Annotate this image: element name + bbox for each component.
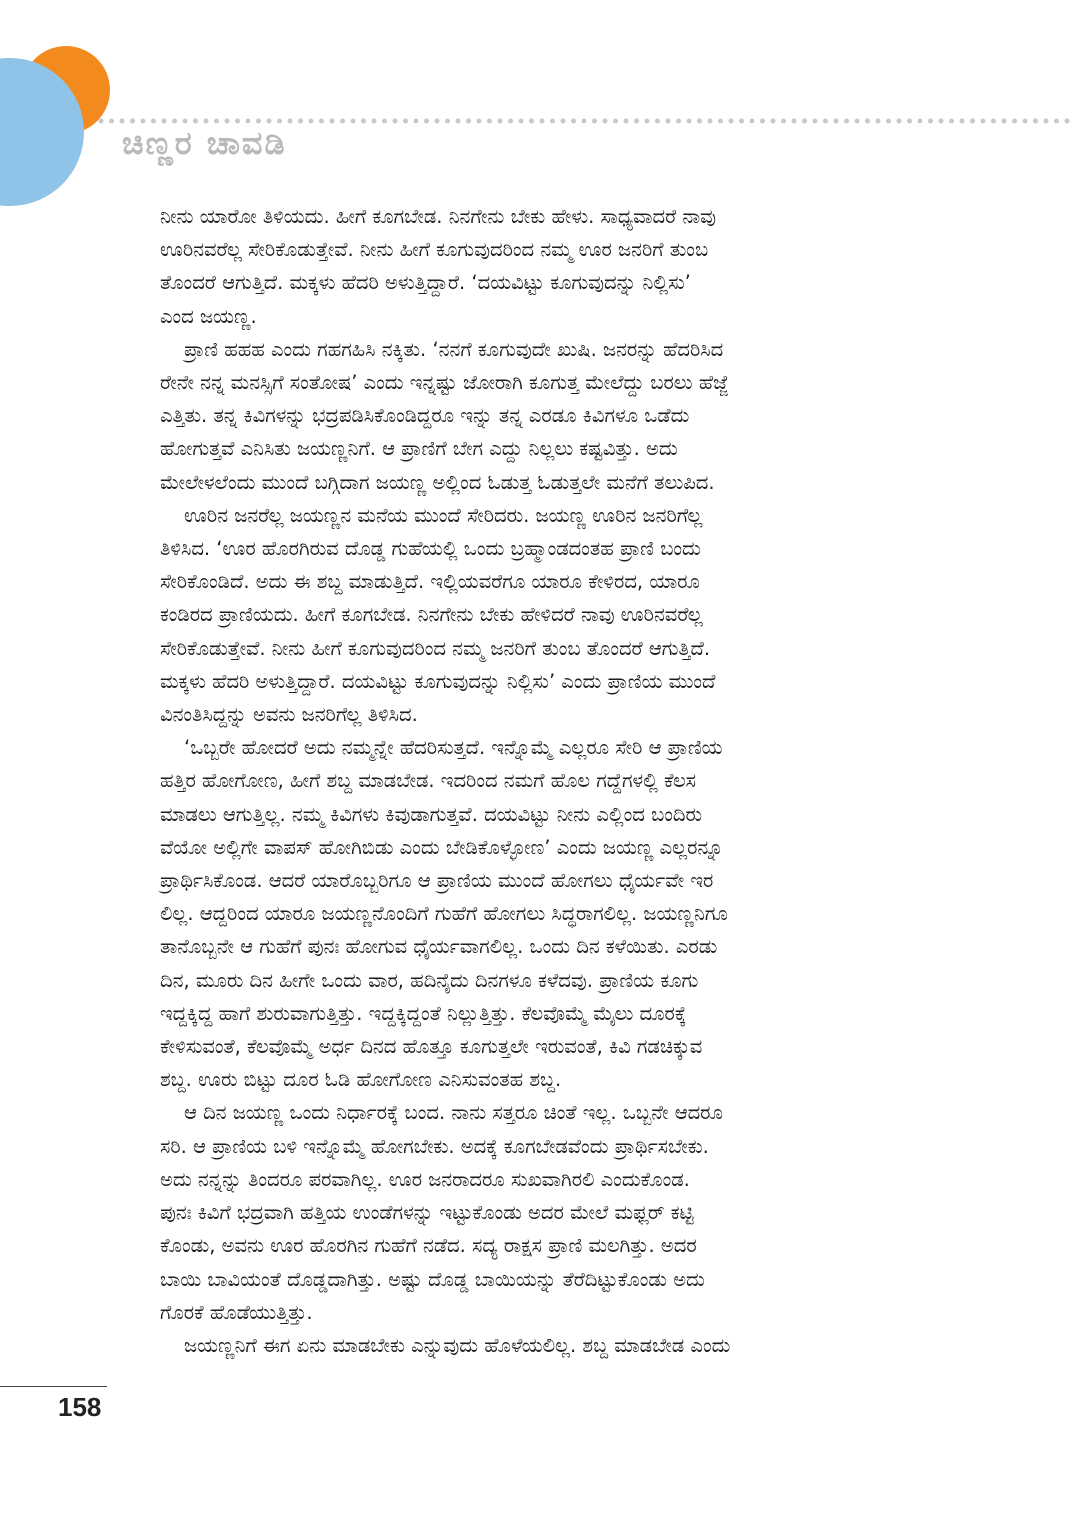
paragraph: ನೀನು ಯಾರೋ ತಿಳಿಯದು. ಹೀಗೆ ಕೂಗಬೇಡ. ನಿನಗೇನು ಬೇಕು ಹೇಳು. ಸಾಧ್ಯವಾದರೆ ನಾವು ಊರಿನವರೆಲ್ಲ ಸೇರಿಕೊಡುತ್ತೇವೆ. ನೀನು ಹೀಗೆ ಕೂಗುವುದರಿಂದ ನಮ್ಮ ಊರ ಜನರಿಗೆ ತುಂಬ ತೊಂದರೆ ಆಗುತ್ತಿದೆ. ಮಕ್ಕಳು ಹೆದರಿ ಅಳುತ್ತಿದ್ದಾರೆ. ‘ದಯವಿಟ್ಟು ಕೂಗುವುದನ್ನು ನಿಲ್ಲಿಸು’ ಎಂದ ಜಯಣ್ಣ. [160,205,716,328]
corner-decoration [0,0,130,220]
page-number: 158 [58,1392,102,1422]
paragraph: ಜಯಣ್ಣನಿಗೆ ಈಗ ಏನು ಮಾಡಬೇಕು ಎನ್ನುವುದು ಹೊಳೆಯಲಿಲ್ಲ. ಶಬ್ದ ಮಾಡಬೇಡ ಎಂದು [184,1333,731,1357]
story-text [160,200,916,1362]
section-title: ಚಿಣ್ಣರ ಚಾವಡಿ [122,124,287,162]
paragraph: ಊರಿನ ಜನರೆಲ್ಲ ಜಯಣ್ಣನ ಮನೆಯ ಮುಂದೆ ಸೇರಿದರು. ಜಯಣ್ಣ ಊರಿನ ಜನರಿಗೆಲ್ಲ ತಿಳಿಸಿದ. ‘ಊರ ಹೊರಗಿರುವ ದೊಡ್ಡ ಗುಹೆಯಲ್ಲಿ ಒಂದು ಬ್ರಹ್ಮಾಂಡದಂತಹ ಪ್ರಾಣಿ ಬಂದು ಸೇರಿಕೊಂಡಿದೆ. ಅದು ಈ ಶಬ್ದ ಮಾಡುತ್ತಿದೆ. ಇಲ್ಲಿಯವರೆಗೂ ಯಾರೂ ಕೇಳಿರದ, ಯಾರೂ ಕಂಡಿರದ ಪ್ರಾಣಿಯದು. ಹೀಗೆ ಕೂಗಬೇಡ. ನಿನಗೇನು ಬೇಕು ಹೇಳಿದರೆ ನಾವು ಊರಿನವರೆಲ್ಲ ಸೇರಿಕೊಡುತ್ತೇವೆ. ನೀನು ಹೀಗೆ ಕೂಗುವುದರಿಂದ ನಮ್ಮ ಜನರಿಗೆ ತುಂಬ ತೊಂದರೆ ಆಗುತ್ತಿದೆ. ಮಕ್ಕಳು ಹೆದರಿ ಅಳುತ್ತಿದ್ದಾರೆ. ದಯವಿಟ್ಟು ಕೂಗುವುದನ್ನು ನಿಲ್ಲಿಸು’ ಎಂದು ಪ್ರಾಣಿಯ ಮುಂದೆ ವಿನಂತಿಸಿದ್ದನ್ನು ಅವನು ಜನರಿಗೆಲ್ಲ ತಿಳಿಸಿದ. [160,503,716,727]
paragraph: ಪ್ರಾಣಿ ಹಹಹ ಎಂದು ಗಹಗಹಿಸಿ ನಕ್ಕಿತು. ‘ನನಗೆ ಕೂಗುವುದೇ ಖುಷಿ. ಜನರನ್ನು ಹೆದರಿಸಿದ ರೇನೇ ನನ್ನ ಮನಸ್ಸಿಗೆ ಸಂತೋಷ’ ಎಂದು ಇನ್ನಷ್ಟು ಜೋರಾಗಿ ಕೂಗುತ್ತ ಮೇಲೆದ್ದು ಬರಲು ಹೆಜ್ಜೆ ಎತ್ತಿತು. ತನ್ನ ಕಿವಿಗಳನ್ನು ಭದ್ರಪಡಿಸಿಕೊಂಡಿದ್ದರೂ ಇನ್ನು ತನ್ನ ಎರಡೂ ಕಿವಿಗಳೂ ಒಡೆದು ಹೋಗುತ್ತವೆ ಎನಿಸಿತು ಜಯಣ್ಣನಿಗೆ. ಆ ಪ್ರಾಣಿಗೆ ಬೇಗ ಎದ್ದು ನಿಲ್ಲಲು ಕಷ್ಟವಿತ್ತು. ಅದು ಮೇಲೇಳಲೆಂದು ಮುಂದೆ ಬಗ್ಗಿದಾಗ ಜಯಣ್ಣ ಅಲ್ಲಿಂದ ಓಡುತ್ತ ಓಡುತ್ತಲೇ ಮನೆಗೆ ತಲುಪಿದ. [160,337,729,494]
paragraph: ‘ಒಬ್ಬರೇ ಹೋದರೆ ಅದು ನಮ್ಮನ್ನೇ ಹೆದರಿಸುತ್ತದೆ. ಇನ್ನೊಮ್ಮೆ ಎಲ್ಲರೂ ಸೇರಿ ಆ ಪ್ರಾಣಿಯ ಹತ್ತಿರ ಹೋಗೋಣ, ಹೀಗೆ ಶಬ್ದ ಮಾಡಬೇಡ. ಇದರಿಂದ ನಮಗೆ ಹೊಲ ಗದ್ದೆಗಳಲ್ಲಿ ಕೆಲಸ ಮಾಡಲು ಆಗುತ್ತಿಲ್ಲ. ನಮ್ಮ ಕಿವಿಗಳು ಕಿವುಡಾಗುತ್ತವೆ. ದಯವಿಟ್ಟು ನೀನು ಎಲ್ಲಿಂದ ಬಂದಿರು ವೆಯೋ ಅಲ್ಲಿಗೇ ವಾಪಸ್ ಹೋಗಿಬಿಡು ಎಂದು ಬೇಡಿಕೊಳ್ಳೋಣ’ ಎಂದು ಜಯಣ್ಣ ಎಲ್ಲರನ್ನೂ ಪ್ರಾರ್ಥಿಸಿಕೊಂಡ. ಆದರೆ ಯಾರೊಬ್ಬರಿಗೂ ಆ ಪ್ರಾಣಿಯ ಮುಂದೆ ಹೋಗಲು ಧೈರ್ಯವೇ ಇರ ಲಿಲ್ಲ. ಆದ್ದರಿಂದ ಯಾರೂ ಜಯಣ್ಣನೊಂದಿಗೆ ಗುಹೆಗೆ ಹೋಗಲು ಸಿದ್ಧರಾಗಲಿಲ್ಲ. ಜಯಣ್ಣನಿಗೂ ತಾನೊಬ್ಬನೇ ಆ ಗುಹೆಗೆ ಪುನಃ ಹೋಗುವ ಧೈರ್ಯವಾಗಲಿಲ್ಲ. ಒಂದು ದಿನ ಕಳೆಯಿತು. ಎರಡು ದಿನ, ಮೂರು ದಿನ ಹೀಗೇ ಒಂದು ವಾರ, ಹದಿನೈದು ದಿನಗಳೂ ಕಳೆದವು. ಪ್ರಾಣಿಯ ಕೂಗು ಇದ್ದಕ್ಕಿದ್ದ ಹಾಗೆ ಶುರುವಾಗುತ್ತಿತ್ತು. ಇದ್ದಕ್ಕಿದ್ದಂತೆ ನಿಲ್ಲುತ್ತಿತ್ತು. ಕೆಲವೊಮ್ಮೆ ಮೈಲು ದೂರಕ್ಕೆ ಕೇಳಿಸುವಂತೆ, ಕೆಲವೊಮ್ಮೆ ಅರ್ಧ ದಿನದ ಹೊತ್ತೂ ಕೂಗುತ್ತಲೇ ಇರುವಂತೆ, ಕಿವಿ ಗಡಚಿಕ್ಕುವ ಶಬ್ದ. ಊರು ಬಿಟ್ಟು ದೂರ ಓಡಿ ಹೋಗೋಣ ಎನಿಸುವಂತಹ ಶಬ್ದ. [160,736,728,1092]
paragraph: ಆ ದಿನ ಜಯಣ್ಣ ಒಂದು ನಿರ್ಧಾರಕ್ಕೆ ಬಂದ. ನಾನು ಸತ್ತರೂ ಚಿಂತೆ ಇಲ್ಲ. ಒಬ್ಬನೇ ಆದರೂ ಸರಿ. ಆ ಪ್ರಾಣಿಯ ಬಳಿ ಇನ್ನೊಮ್ಮೆ ಹೋಗಬೇಕು. ಅದಕ್ಕೆ ಕೂಗಬೇಡವೆಂದು ಪ್ರಾರ್ಥಿಸಬೇಕು. ಅದು ನನ್ನನ್ನು ತಿಂದರೂ ಪರವಾಗಿಲ್ಲ. ಊರ ಜನರಾದರೂ ಸುಖವಾಗಿರಲಿ ಎಂದುಕೊಂಡ. ಪುನಃ ಕಿವಿಗೆ ಭದ್ರವಾಗಿ ಹತ್ತಿಯ ಉಂಡೆಗಳನ್ನು ಇಟ್ಟುಕೊಂಡು ಅದರ ಮೇಲೆ ಮಫ್ಲರ್ ಕಟ್ಟಿ ಕೊಂಡು, ಅವನು ಊರ ಹೊರಗಿನ ಗುಹೆಗೆ ನಡೆದ. ಸದ್ಯ ರಾಕ್ಷಸ ಪ್ರಾಣಿ ಮಲಗಿತ್ತು. ಅದರ ಬಾಯಿ ಬಾವಿಯಂತೆ ದೊಡ್ಡದಾಗಿತ್ತು. ಅಷ್ಟು ದೊಡ್ಡ ಬಾಯಿಯನ್ನು ತೆರೆದಿಟ್ಟುಕೊಂಡು ಅದು ಗೊರಕೆ ಹೊಡೆಯುತ್ತಿತ್ತು. [160,1101,723,1324]
footer-rule [0,1386,107,1387]
